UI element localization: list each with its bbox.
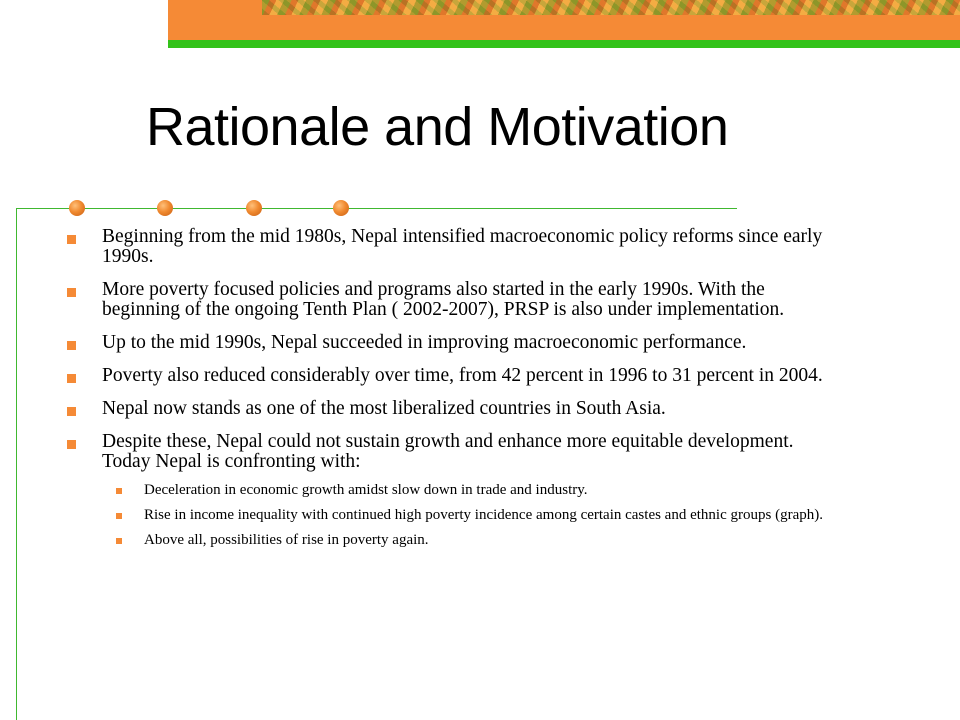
- bullet-item: [66, 227, 846, 267]
- bullet-text: More poverty focused policies and programs also started in the early 1990s. With the beginning of the ongoing Tenth Plan ( 2002-2007), PRSP is also under implementation.: [102, 279, 785, 320]
- sub-bullet-text: Deceleration in economic growth amidst slow down in trade and industry.: [144, 482, 588, 498]
- bullet-item: [66, 333, 846, 353]
- sub-bullet-item: [102, 507, 846, 523]
- square-bullet-icon: [67, 288, 76, 297]
- square-bullet-icon: [67, 440, 76, 449]
- bullet-item: [66, 399, 846, 419]
- square-bullet-icon: [67, 407, 76, 416]
- horizontal-divider: [16, 208, 737, 209]
- bullet-text: Up to the mid 1990s, Nepal succeeded in improving macroeconomic performance.: [102, 332, 747, 353]
- square-bullet-icon: [116, 513, 122, 519]
- orange-dot-icon: [157, 200, 173, 216]
- bullet-text: Nepal now stands as one of the most liberalized countries in South Asia.: [102, 398, 666, 419]
- bullet-text: Beginning from the mid 1980s, Nepal intensified macroeconomic policy reforms since early 1990s.: [102, 226, 823, 267]
- square-bullet-icon: [67, 374, 76, 383]
- sub-bullet-text: Rise in income inequality with continued high poverty incidence among certain castes and ethnic groups (graph).: [144, 507, 823, 523]
- banner-green-stripe: [168, 40, 960, 48]
- bullet-item: [66, 366, 846, 386]
- bullet-item: [66, 432, 846, 548]
- bullet-text: Despite these, Nepal could not sustain growth and enhance more equitable development. Today Nepal is confronting with:: [102, 431, 794, 472]
- vertical-divider: [16, 208, 17, 720]
- bullet-item: [66, 280, 846, 320]
- sub-bullet-text: Above all, possibilities of rise in poverty again.: [144, 532, 429, 548]
- sub-bullet-item: [102, 532, 846, 548]
- sub-bullet-item: [102, 482, 846, 498]
- orange-dot-icon: [246, 200, 262, 216]
- bullet-list: [66, 227, 846, 561]
- banner-texture-image: [262, 0, 960, 15]
- orange-dot-icon: [69, 200, 85, 216]
- square-bullet-icon: [67, 235, 76, 244]
- square-bullet-icon: [116, 488, 122, 494]
- square-bullet-icon: [67, 341, 76, 350]
- slide-title: Rationale and Motivation: [146, 97, 729, 157]
- sub-bullet-list: [102, 482, 846, 548]
- orange-dot-icon: [333, 200, 349, 216]
- square-bullet-icon: [116, 538, 122, 544]
- bullet-text: Poverty also reduced considerably over time, from 42 percent in 1996 to 31 percent in 2004.: [102, 365, 823, 386]
